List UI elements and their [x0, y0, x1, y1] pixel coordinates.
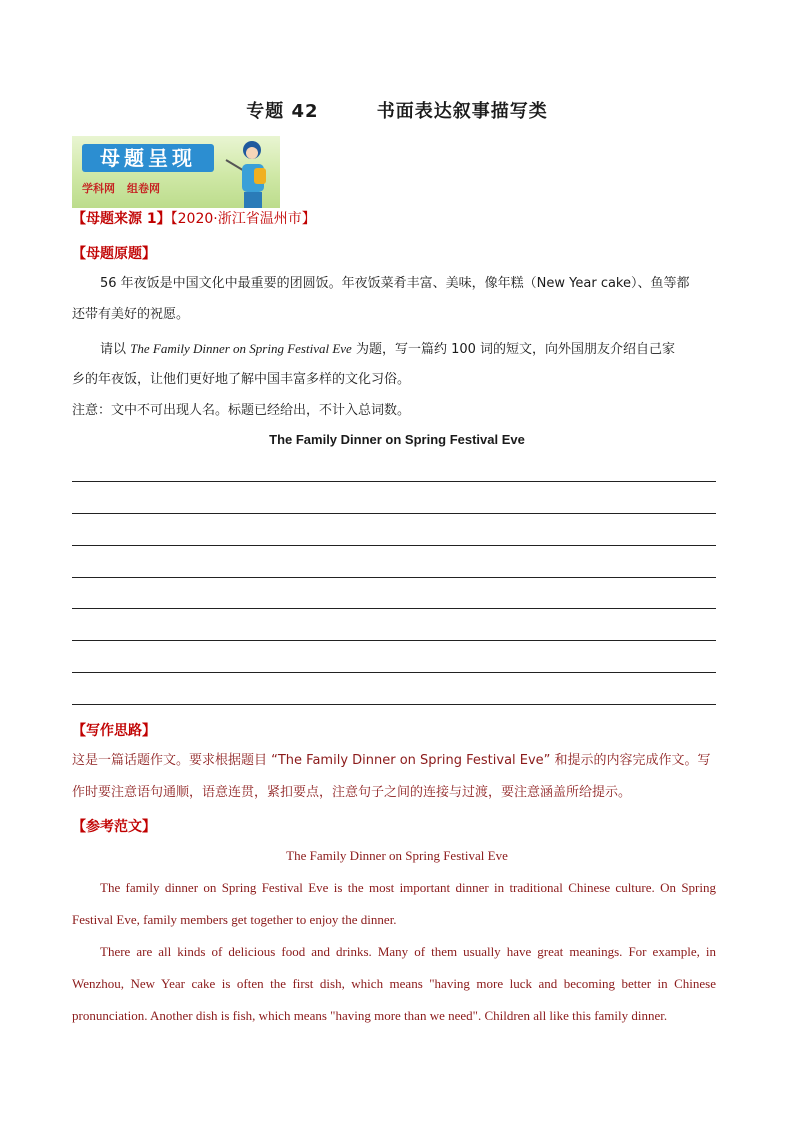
original-para2-line2: 乡的年夜饭，让他们更好地了解中国丰富多样的文化习俗。 — [72, 372, 411, 387]
banner-image — [72, 136, 280, 208]
thinking-heading: 【写作思路】 — [72, 723, 156, 739]
original-note: 注意：文中不可出现人名。标题已经给出，不计入总词数。 — [72, 403, 411, 418]
original-para2-prefix: 请以 — [100, 342, 131, 357]
reference-paragraph-1: The family dinner on Spring Festival Eve is the most important dinner in traditional Chinese culture. On Spring Festival Eve, family members get together to enjoy the dinner. — [72, 880, 716, 927]
answer-line — [72, 481, 716, 482]
reference-heading: 【参考范文】 — [72, 819, 156, 835]
source-value: 【2020·浙江省温州市】 — [170, 211, 316, 227]
answer-line — [72, 545, 716, 546]
reference-paragraph-2: There are all kinds of delicious food and drinks. Many of them usually have great meanings. For example, in Wenzhou, New Year cake is often the first dish, which means "having more luck and becoming better in Chinese pronunciation. Another dish is fish, which means "having more than we need". Children all like this family dinner. — [72, 944, 716, 1023]
answer-line — [72, 672, 716, 673]
teacher-with-pointer-icon — [224, 138, 276, 208]
original-heading: 【母题原题】 — [72, 246, 156, 262]
answer-line — [72, 704, 716, 705]
answer-line — [72, 608, 716, 609]
original-para1-line2: 还带有美好的祝愿。 — [72, 307, 190, 322]
original-para1 — [72, 268, 722, 299]
thinking-line1: 这是一篇话题作文。要求根据题目 “The Family Dinner on Spring Festival Eve” 和提示的内容完成作文。写 — [72, 753, 711, 768]
thinking-line2: 作时要注意语句通顺，语意连贯，紧扣要点，注意句子之间的连接与过渡，要注意涵盖所给提示。 — [72, 785, 632, 800]
answer-line — [72, 640, 716, 641]
logo-zujuanwang: 组卷网 — [127, 182, 160, 195]
reference-essay — [72, 872, 716, 1032]
original-para2-suffix: 为题，写一篇约 100 词的短文，向外国朋友介绍自己家 — [351, 342, 676, 357]
writing-title: The Family Dinner on Spring Festival Eve — [269, 432, 525, 447]
original-para2 — [72, 333, 722, 365]
banner-logos — [82, 180, 160, 196]
original-para1-line1: 56 年夜饭是中国文化中最重要的团圆饭。年夜饭菜肴丰富、美味，像年糕（New Year cake）、鱼等都 — [100, 276, 690, 291]
original-para2-title: The Family Dinner on Spring Festival Eve — [130, 341, 352, 356]
source-line — [72, 208, 316, 228]
page-title: 专题 42 书面表达叙事描写类 — [246, 101, 548, 122]
banner-board-text: 母题呈现 — [82, 144, 214, 172]
answer-line — [72, 577, 716, 578]
source-label: 【母题来源 1】 — [72, 211, 171, 227]
logo-xuekewang: 学科网 — [82, 182, 115, 195]
reference-title: The Family Dinner on Spring Festival Eve — [286, 848, 508, 863]
answer-line — [72, 513, 716, 514]
